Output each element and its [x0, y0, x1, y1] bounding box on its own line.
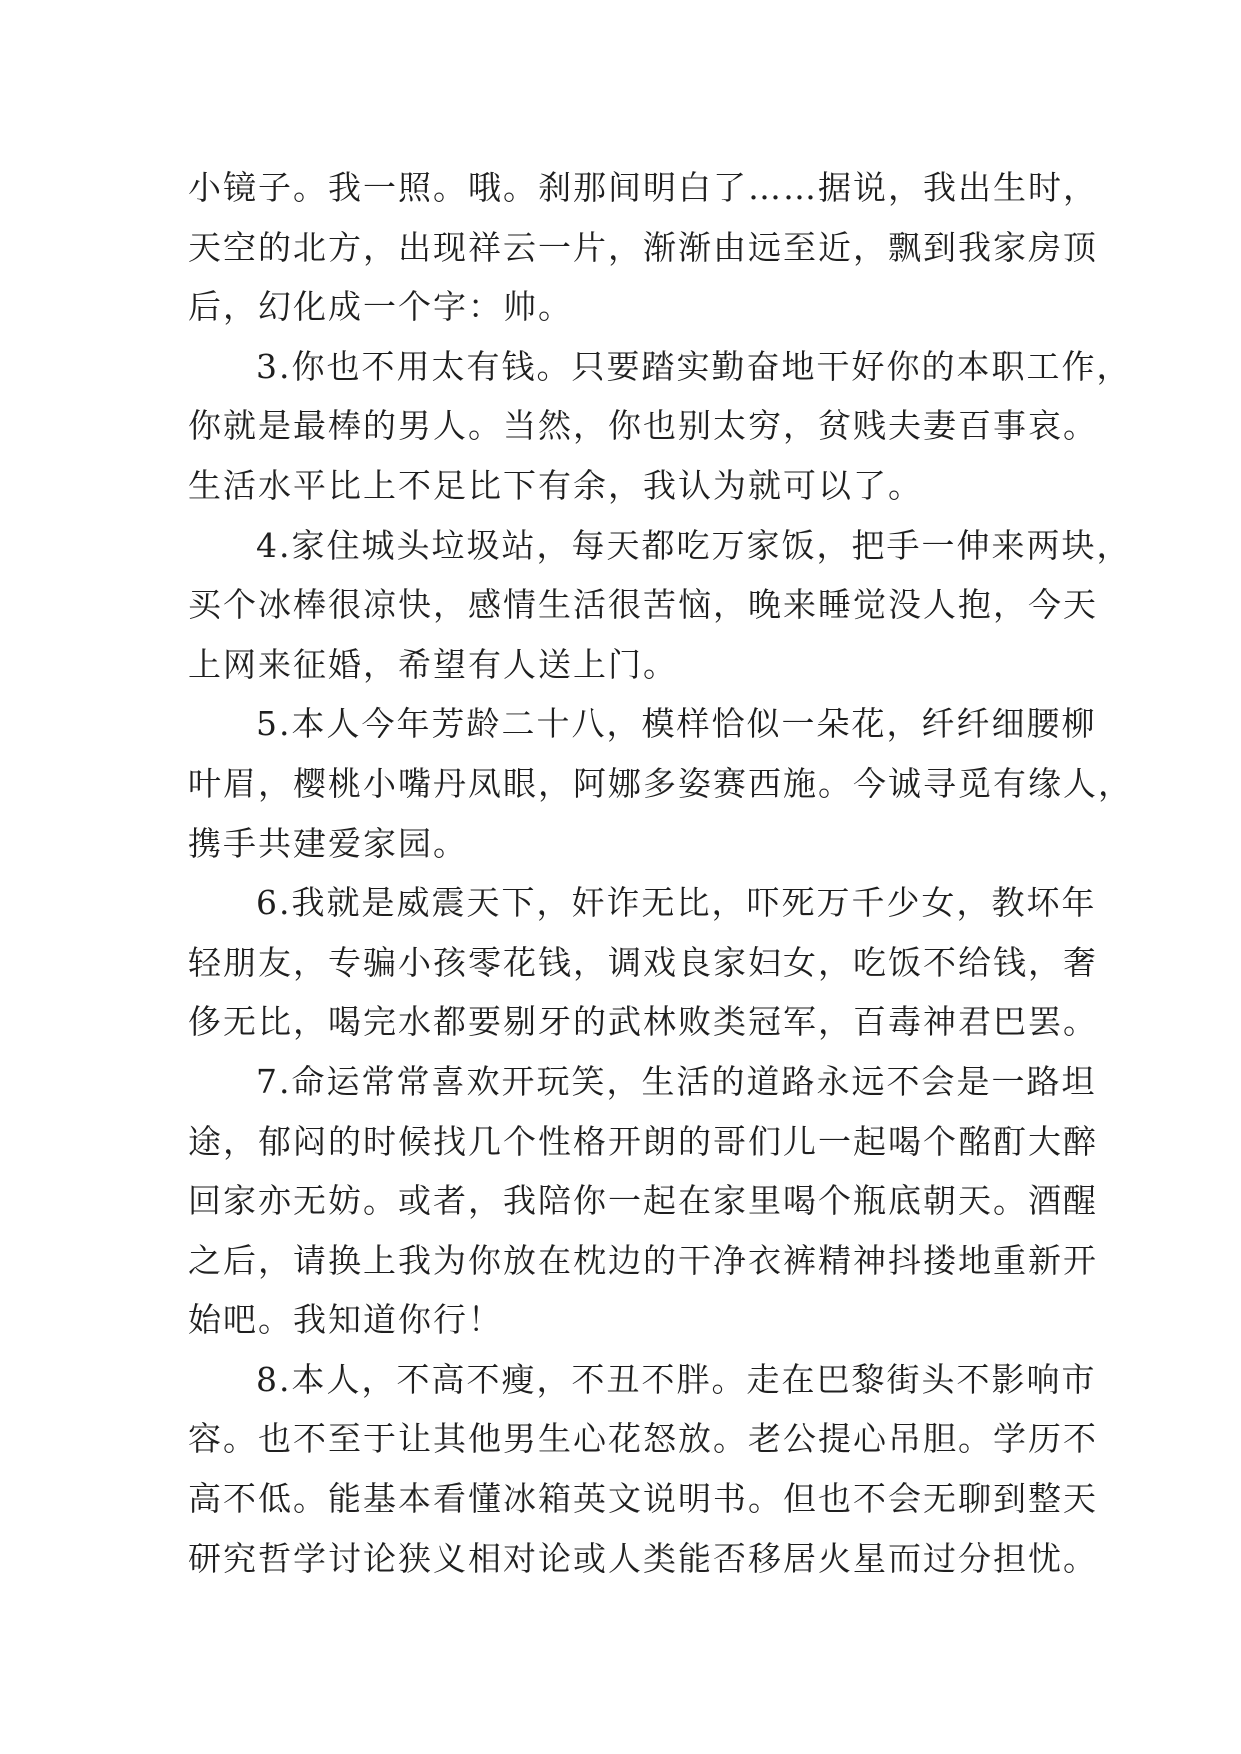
text-line: 轻朋友，专骗小孩零花钱，调戏良家妇女，吃饭不给钱，奢 — [188, 942, 1098, 982]
text-line: 回家亦无妨。或者，我陪你一起在家里喝个瓶底朝天。酒醒 — [188, 1181, 1098, 1221]
paragraph-5-start: 5.本人今年芳龄二十八，模样恰似一朵花，纤纤细腰柳 — [256, 704, 1097, 744]
paragraph-7-start: 7.命运常常喜欢开玩笑，生活的道路永远不会是一路坦 — [256, 1061, 1097, 1101]
text-line: 高不低。能基本看懂冰箱英文说明书。但也不会无聊到整天 — [188, 1479, 1098, 1519]
text-line: 叶眉，樱桃小嘴丹凤眼，阿娜多姿赛西施。今诚寻觅有缘人， — [188, 763, 1133, 803]
text-line: 你就是最棒的男人。当然，你也别太穷，贫贱夫妻百事哀。 — [188, 406, 1098, 446]
text-line: 生活水平比上不足比下有余，我认为就可以了。 — [188, 465, 923, 505]
text-line: 小镜子。我一照。哦。刹那间明白了……据说，我出生时， — [188, 168, 1098, 207]
text-line: 侈无比，喝完水都要剔牙的武林败类冠军，百毒神君巴罢。 — [188, 1002, 1098, 1042]
paragraph-3-start: 3.你也不用太有钱。只要踏实勤奋地干好你的本职工作， — [256, 346, 1132, 386]
text-line: 买个冰棒很凉快，感情生活很苦恼，晚来睡觉没人抱，今天 — [188, 585, 1098, 625]
text-line: 携手共建爱家园。 — [188, 823, 468, 863]
text-line: 后，幻化成一个字：帅。 — [188, 287, 573, 327]
text-line: 研究哲学讨论狭义相对论或人类能否移居火星而过分担忧。 — [188, 1538, 1098, 1578]
text-line: 始吧。我知道你行！ — [188, 1300, 503, 1340]
paragraph-6-start: 6.我就是威震天下，奸诈无比，吓死万千少女，教坏年 — [256, 883, 1097, 923]
text-line: 途，郁闷的时候找几个性格开朗的哥们儿一起喝个酩酊大醉 — [188, 1121, 1098, 1161]
text-line: 容。也不至于让其他男生心花怒放。老公提心吊胆。学历不 — [188, 1419, 1098, 1459]
text-line: 之后，请换上我为你放在枕边的干净衣裤精神抖搂地重新开 — [188, 1240, 1098, 1280]
body-text — [188, 158, 1133, 1588]
paragraph-8-start: 8.本人，不高不瘦，不丑不胖。走在巴黎街头不影响市 — [256, 1359, 1097, 1399]
paragraph-4-start: 4.家住城头垃圾站，每天都吃万家饭，把手一伸来两块， — [256, 525, 1132, 565]
text-line: 天空的北方，出现祥云一片，渐渐由远至近，飘到我家房顶 — [188, 227, 1098, 267]
text-line: 上网来征婚，希望有人送上门。 — [188, 644, 678, 684]
